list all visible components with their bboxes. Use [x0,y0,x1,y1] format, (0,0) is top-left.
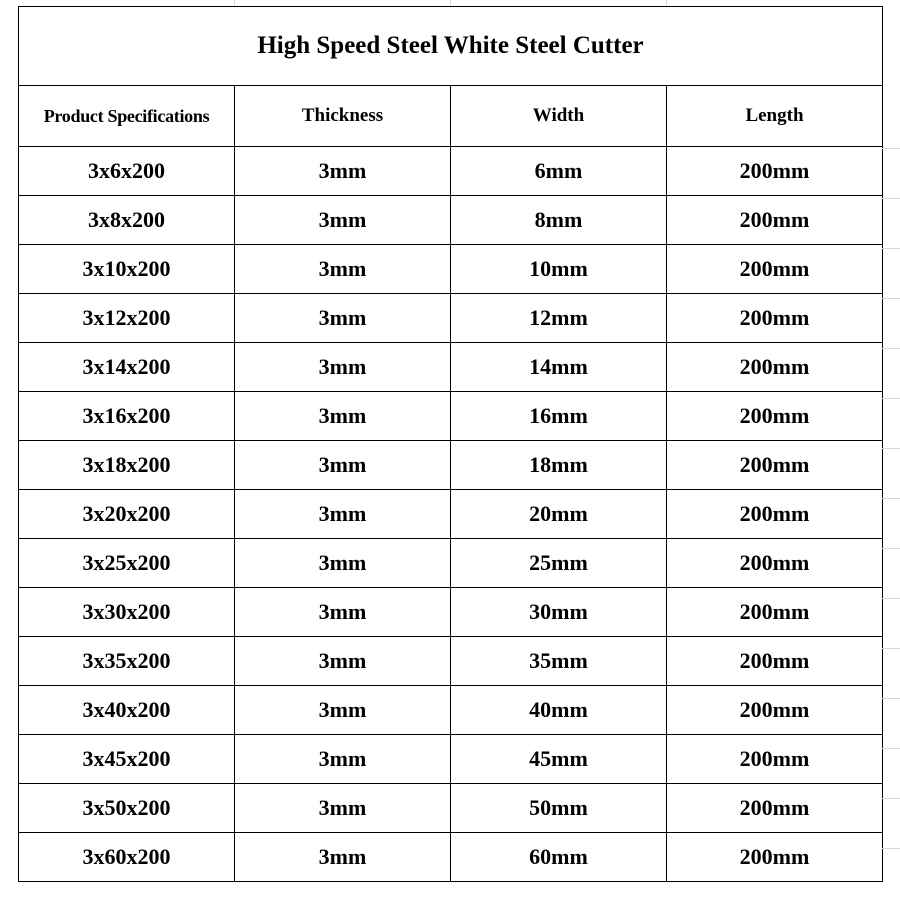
cell-thickness: 3mm [235,490,451,539]
gridline [882,648,900,649]
cell-width: 8mm [451,196,667,245]
cell-length: 200mm [667,343,883,392]
gridline [882,148,900,149]
cell-length: 200mm [667,294,883,343]
table-row [19,833,883,882]
column-header-width: Width [451,86,667,147]
cell-spec: 3x18x200 [19,441,235,490]
cell-spec: 3x40x200 [19,686,235,735]
table-row [19,637,883,686]
cell-width: 60mm [451,833,667,882]
gridline [882,398,900,399]
gridline [882,298,900,299]
table-row [19,147,883,196]
table-row [19,588,883,637]
gridline [882,198,900,199]
cell-thickness: 3mm [235,245,451,294]
column-header-thickness: Thickness [235,86,451,147]
table-row [19,490,883,539]
title-row [19,7,883,86]
gridline [882,848,900,849]
cell-thickness: 3mm [235,147,451,196]
cell-width: 40mm [451,686,667,735]
gridline [882,498,900,499]
gridline [882,798,900,799]
cell-spec: 3x8x200 [19,196,235,245]
cell-spec: 3x35x200 [19,637,235,686]
table-row [19,196,883,245]
cell-width: 45mm [451,735,667,784]
cell-length: 200mm [667,196,883,245]
cell-length: 200mm [667,441,883,490]
gridline [882,698,900,699]
cell-spec: 3x14x200 [19,343,235,392]
cell-thickness: 3mm [235,637,451,686]
gridline [882,748,900,749]
cell-width: 35mm [451,637,667,686]
cell-width: 18mm [451,441,667,490]
cell-spec: 3x50x200 [19,784,235,833]
cell-thickness: 3mm [235,196,451,245]
cell-width: 10mm [451,245,667,294]
column-header-spec: Product Specifications [19,86,235,147]
cell-thickness: 3mm [235,392,451,441]
cell-spec: 3x25x200 [19,539,235,588]
table-row [19,343,883,392]
cell-length: 200mm [667,637,883,686]
cell-spec: 3x16x200 [19,392,235,441]
table-row [19,245,883,294]
cell-thickness: 3mm [235,294,451,343]
table-title: High Speed Steel White Steel Cutter [19,7,883,86]
cell-length: 200mm [667,735,883,784]
table-row [19,784,883,833]
cell-width: 25mm [451,539,667,588]
cell-spec: 3x10x200 [19,245,235,294]
table-row [19,539,883,588]
cell-length: 200mm [667,539,883,588]
table-body [19,147,883,882]
cell-thickness: 3mm [235,833,451,882]
cell-spec: 3x45x200 [19,735,235,784]
gridline [882,598,900,599]
cell-width: 16mm [451,392,667,441]
spec-table [18,6,883,882]
cell-length: 200mm [667,245,883,294]
cell-thickness: 3mm [235,588,451,637]
cell-width: 20mm [451,490,667,539]
cell-length: 200mm [667,588,883,637]
cell-length: 200mm [667,490,883,539]
table-row [19,735,883,784]
cell-thickness: 3mm [235,735,451,784]
cell-spec: 3x60x200 [19,833,235,882]
table-row [19,441,883,490]
cell-thickness: 3mm [235,686,451,735]
cell-thickness: 3mm [235,441,451,490]
cell-spec: 3x12x200 [19,294,235,343]
table-row [19,686,883,735]
cell-thickness: 3mm [235,343,451,392]
cell-spec: 3x20x200 [19,490,235,539]
table-row [19,392,883,441]
cell-width: 6mm [451,147,667,196]
gridline [882,548,900,549]
gridline [882,448,900,449]
cell-length: 200mm [667,147,883,196]
cell-length: 200mm [667,833,883,882]
header-row [19,86,883,147]
cell-width: 30mm [451,588,667,637]
cell-length: 200mm [667,784,883,833]
gridline [882,348,900,349]
cell-length: 200mm [667,392,883,441]
cell-width: 14mm [451,343,667,392]
cell-width: 50mm [451,784,667,833]
cell-width: 12mm [451,294,667,343]
cell-length: 200mm [667,686,883,735]
cell-thickness: 3mm [235,784,451,833]
table-row [19,294,883,343]
cell-spec: 3x30x200 [19,588,235,637]
gridline [882,248,900,249]
cell-thickness: 3mm [235,539,451,588]
column-header-length: Length [667,86,883,147]
cell-spec: 3x6x200 [19,147,235,196]
